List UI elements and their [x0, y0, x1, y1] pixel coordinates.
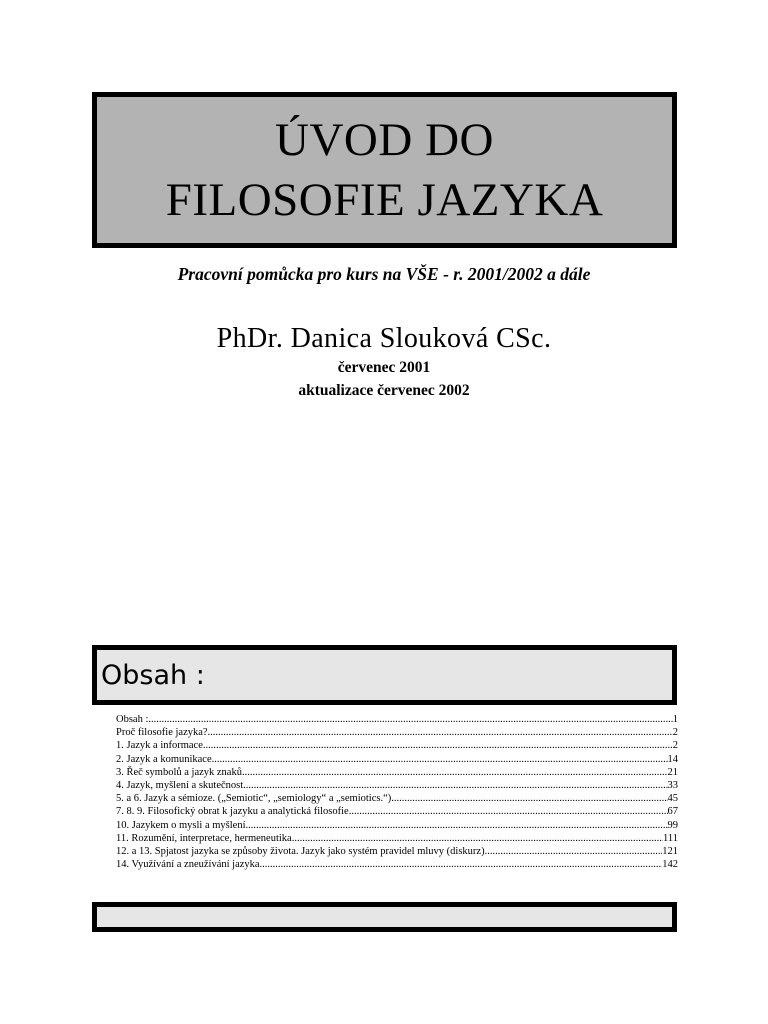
- toc-entry-page: 2: [672, 740, 678, 752]
- toc-leader: [245, 819, 667, 832]
- toc-entry[interactable]: [116, 858, 678, 871]
- toc-leader: [391, 792, 667, 805]
- toc-entry-page: 67: [667, 806, 678, 818]
- toc-entry-title: 2. Jazyk a komunikace: [116, 753, 212, 765]
- toc-entry[interactable]: [116, 779, 678, 792]
- toc-leader: [243, 779, 667, 792]
- title-line-1: ÚVOD DO: [275, 114, 494, 166]
- toc-entry-page: 14: [667, 753, 678, 765]
- toc-entry[interactable]: [116, 819, 678, 832]
- toc-entry-page: 45: [667, 793, 678, 805]
- toc-entry[interactable]: [116, 792, 678, 805]
- toc-leader: [260, 858, 663, 871]
- title-box: [92, 92, 677, 248]
- toc-entry-title: 1. Jazyk a informace: [116, 740, 203, 752]
- toc-entry-title: 10. Jazykem o mysli a myšlení: [116, 819, 246, 831]
- author-name: PhDr. Danica Slouková CSc.: [216, 323, 552, 354]
- date-line-1: červenec 2001: [337, 359, 431, 376]
- footer-box: [92, 902, 677, 932]
- toc-entry-title: 14. Využívání a zneužívání jazyka: [116, 859, 260, 871]
- toc-entry-page: 33: [667, 779, 678, 791]
- toc-entry-title: 12. a 13. Spjatost jazyka se způsoby života. Jazyk jako systém pravidel mluvy (diskurz): [116, 845, 485, 857]
- toc-entry-title: Proč filosofie jazyka?: [116, 727, 208, 739]
- toc-leader: [349, 805, 668, 818]
- title-line-2: FILOSOFIE JAZYKA: [165, 174, 604, 226]
- subtitle: Pracovní pomůcka pro kurs na VŠE - r. 2001/2002 a dále: [177, 264, 591, 284]
- toc-leader: [203, 739, 673, 752]
- toc-entry-page: 2: [672, 727, 678, 739]
- toc-entry-title: 7. 8. 9. Filosofický obrat k jazyku a analytická filosofie: [116, 806, 349, 818]
- toc-heading: Obsah :: [101, 660, 205, 691]
- toc-entry[interactable]: [116, 739, 678, 752]
- toc-leader: [208, 726, 673, 739]
- toc-entry[interactable]: [116, 713, 678, 726]
- toc-entry[interactable]: [116, 845, 678, 858]
- table-of-contents: [116, 713, 678, 871]
- toc-entry-page: 142: [662, 859, 678, 871]
- toc-leader: [212, 753, 668, 766]
- toc-entry-page: 99: [667, 819, 678, 831]
- toc-entry[interactable]: [116, 753, 678, 766]
- toc-entry[interactable]: [116, 766, 678, 779]
- toc-leader: [292, 832, 663, 845]
- toc-leader: [148, 713, 672, 726]
- toc-entry-page: 21: [667, 766, 678, 778]
- toc-entry-title: Obsah :: [116, 714, 149, 725]
- toc-leader: [242, 766, 668, 779]
- toc-heading-box: [92, 645, 677, 705]
- toc-entry-page: 1: [672, 714, 678, 725]
- toc-entry-title: 11. Rozumění, interpretace, hermeneutika: [116, 832, 292, 844]
- date-line-2: aktualizace červenec 2002: [298, 382, 470, 399]
- toc-entry[interactable]: [116, 832, 678, 845]
- toc-entry-title: 3. Řeč symbolů a jazyk znaků: [116, 766, 242, 778]
- toc-entry-page: 121: [662, 845, 678, 857]
- toc-entry-page: 111: [663, 832, 678, 844]
- toc-entry-title: 5. a 6. Jazyk a sémioze. („Semiotic“, „semiology“ a „semiotics.“): [116, 793, 392, 805]
- toc-entry[interactable]: [116, 805, 678, 818]
- toc-entry[interactable]: [116, 726, 678, 739]
- toc-entry-title: 4. Jazyk, myšlení a skutečnost: [116, 779, 244, 791]
- toc-leader: [485, 845, 663, 858]
